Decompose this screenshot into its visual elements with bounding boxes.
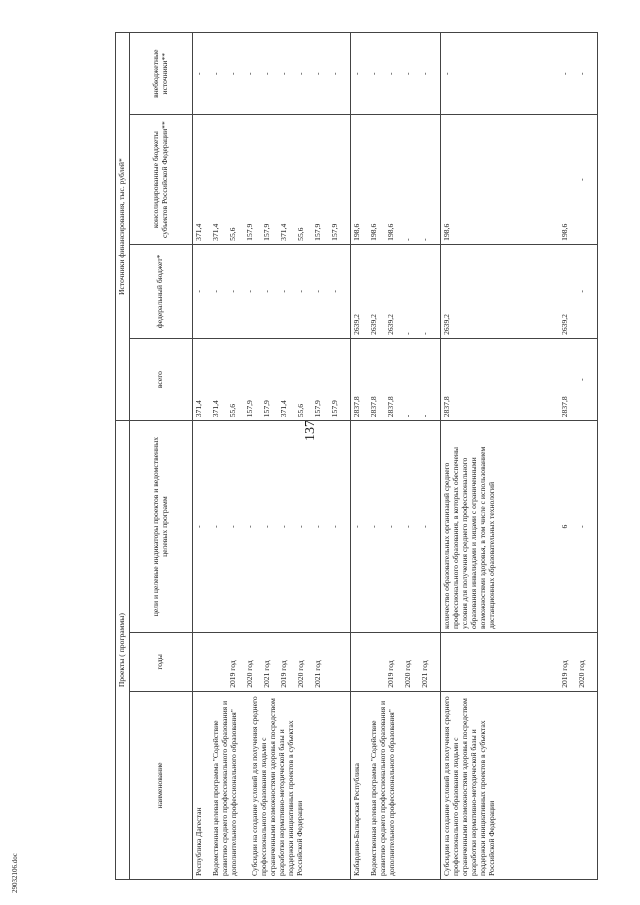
rotated-table-container [115,32,621,880]
footer-filename: 29032106.doc [11,853,19,893]
row-total: 55,6 [295,403,305,418]
row-federal: 2639,2 [441,314,451,335]
row-goal: - [402,525,412,528]
row-goal: - [244,525,254,528]
header-name: наименование [129,691,192,879]
row-name: Субсидии на создание условий для получения среднего профессионального образования людьми с ограниченными возможностями здоровья посредством разработки нормативно-методической базы и поддержки инициативных проектов в субъектах Российской Федерации [249,696,304,876]
row-regional: 371,4 [193,223,203,241]
row-regional: - [576,178,586,181]
row-extra: - [402,72,412,75]
row-goal: - [295,525,305,528]
cell-federal [192,244,350,338]
cell-goals [440,421,597,633]
row-federal: 2639,2 [351,314,361,335]
row-total: 371,4 [278,400,288,418]
cell-total [440,338,597,420]
row-year: 2021 год [312,660,322,688]
row-federal: - [312,290,322,293]
cell-years [192,632,350,691]
cell-total [350,338,440,420]
row-extra: - [559,72,569,75]
row-regional: - [402,238,412,241]
row-regional: 157,9 [312,223,322,241]
row-total: 2837,8 [385,396,395,418]
row-federal: 2639,2 [385,314,395,335]
header-projects: Проекты ( программы) [116,421,130,880]
row-year: 2019 год [278,660,288,688]
row-regional: 157,9 [244,223,254,241]
row-regional: - [419,238,429,241]
cell-extra [440,33,597,115]
row-goal: - [312,525,322,528]
row-year: 2019 год [227,660,237,688]
cell-federal [440,244,597,338]
row-federal: - [295,290,305,293]
cell-federal [350,244,440,338]
row-regional: 371,4 [210,223,220,241]
row-federal: - [227,290,237,293]
row-extra: - [351,72,361,75]
cell-regional [192,115,350,244]
row-extra: - [419,72,429,75]
row-goal: - [210,525,220,528]
row-goal: - [385,525,395,528]
row-total: 157,9 [244,400,254,418]
row-regional: 55,6 [295,227,305,241]
row-name: Кабардино-Балкарская Республика [351,763,361,876]
row-regional: 198,6 [351,223,361,241]
row-extra: - [227,72,237,75]
cell-regional [440,115,597,244]
table-row-subsidy-kbr [440,33,597,880]
row-goal: 6 [559,524,569,529]
row-total: - [576,378,586,381]
header-total: всего [129,338,192,420]
row-name: Ведомственная целевая программа "Содействие развитию среднего профессионального образования и дополнительного профессионального образования" [210,700,238,876]
row-regional: 157,9 [261,223,271,241]
row-goal: - [419,525,429,528]
row-federal: - [193,290,203,293]
row-name: Субсидии на создание условий для получения среднего профессионального образования людьми с ограниченными возможностями здоровья посредством разработки нормативно-методической базы и поддержки инициативных проектов в субъектах Российской Федерации [441,696,496,876]
table-row-region-kbr [350,33,440,880]
row-year: 2021 год [261,660,271,688]
row-total: - [419,414,429,418]
row-total: 157,9 [329,400,339,418]
row-regional: 157,9 [329,223,339,241]
row-total: 2837,8 [351,396,361,418]
row-extra: - [441,72,451,75]
row-total: 157,9 [312,400,322,418]
row-extra: - [244,72,254,75]
row-year: 2019 год [559,660,569,688]
row-regional: 198,6 [559,223,569,241]
cell-goals [192,421,350,633]
row-total: 2837,8 [441,396,451,418]
row-extra: - [210,72,220,75]
row-extra: - [295,72,305,75]
row-total: 55,6 [227,403,237,418]
row-extra: - [193,72,203,75]
row-year: 2020 год [244,660,254,688]
cell-extra [350,33,440,115]
row-extra: - [385,72,395,75]
cell-regional [350,115,440,244]
row-regional: 55,6 [227,227,237,241]
row-extra: - [368,72,378,75]
row-federal: - [261,290,271,293]
row-federal: - [576,290,586,293]
row-federal: 2639,2 [368,314,378,335]
header-regional: консолидированные бюджеты субъектов Российской Федерации** [129,115,192,244]
row-total: 371,4 [193,400,203,418]
row-name: Республика Дагестан [193,807,203,876]
header-extra: внебюджетные источники** [129,33,192,115]
row-regional: 371,4 [278,223,288,241]
row-goal: - [351,525,361,528]
cell-extra [192,33,350,115]
row-goal: - [193,525,203,528]
row-total: 371,4 [210,400,220,418]
table-row-region-dagestan [192,33,350,880]
row-extra: - [278,72,288,75]
row-extra: - [312,72,322,75]
row-total: 157,9 [261,400,271,418]
row-goal: - [329,525,339,528]
row-year: 2020 год [295,660,305,688]
row-federal: - [210,290,220,293]
header-funding: Источники финансирования, тыс. рублей* [116,33,130,421]
header-goals: цели и целевые индикаторы проектов и ведомственных целевых программ [129,421,192,633]
row-total: - [402,414,412,418]
funding-table [115,32,598,880]
row-federal: - [419,332,429,335]
row-goal: - [368,525,378,528]
cell-years [440,632,597,691]
row-name: Ведомственная целевая программа "Содействие развитию среднего профессионального образования и дополнительного профессионального образования" [368,700,396,876]
row-extra: - [261,72,271,75]
row-federal: - [278,290,288,293]
row-total: 2837,8 [559,396,569,418]
header-federal: федеральный бюджет* [129,244,192,338]
page-number: 137 [303,420,318,441]
row-regional: 198,6 [385,223,395,241]
row-year: 2021 год [419,660,429,688]
cell-name [350,691,440,879]
row-regional: 198,6 [368,223,378,241]
cell-name [440,691,597,879]
cell-name [192,691,350,879]
cell-total [192,338,350,420]
row-goal: - [227,525,237,528]
cell-years [350,632,440,691]
row-regional: 198,6 [441,223,451,241]
row-year: 2020 год [576,660,586,688]
row-year: 2020 год [402,660,412,688]
row-federal: - [244,290,254,293]
row-goal: - [278,525,288,528]
row-extra: - [329,72,339,75]
row-total: 2837,8 [368,396,378,418]
row-year: 2019 год [385,660,395,688]
row-federal: - [402,332,412,335]
row-goal: - [261,525,271,528]
row-extra: - [576,72,586,75]
row-federal: - [329,290,339,293]
cell-goals [350,421,440,633]
row-goal: количество образовательных организаций среднего профессионального образования, в которых обеспечены условия для получения среднего профессионального образования инвалидами и лицами с ограниченными возможностями здоровья, в том числе с использованием дистанционных образовательных технологий [441,446,496,629]
row-federal: 2639,2 [559,314,569,335]
row-goal: - [576,525,586,528]
header-years: годы [129,632,192,691]
